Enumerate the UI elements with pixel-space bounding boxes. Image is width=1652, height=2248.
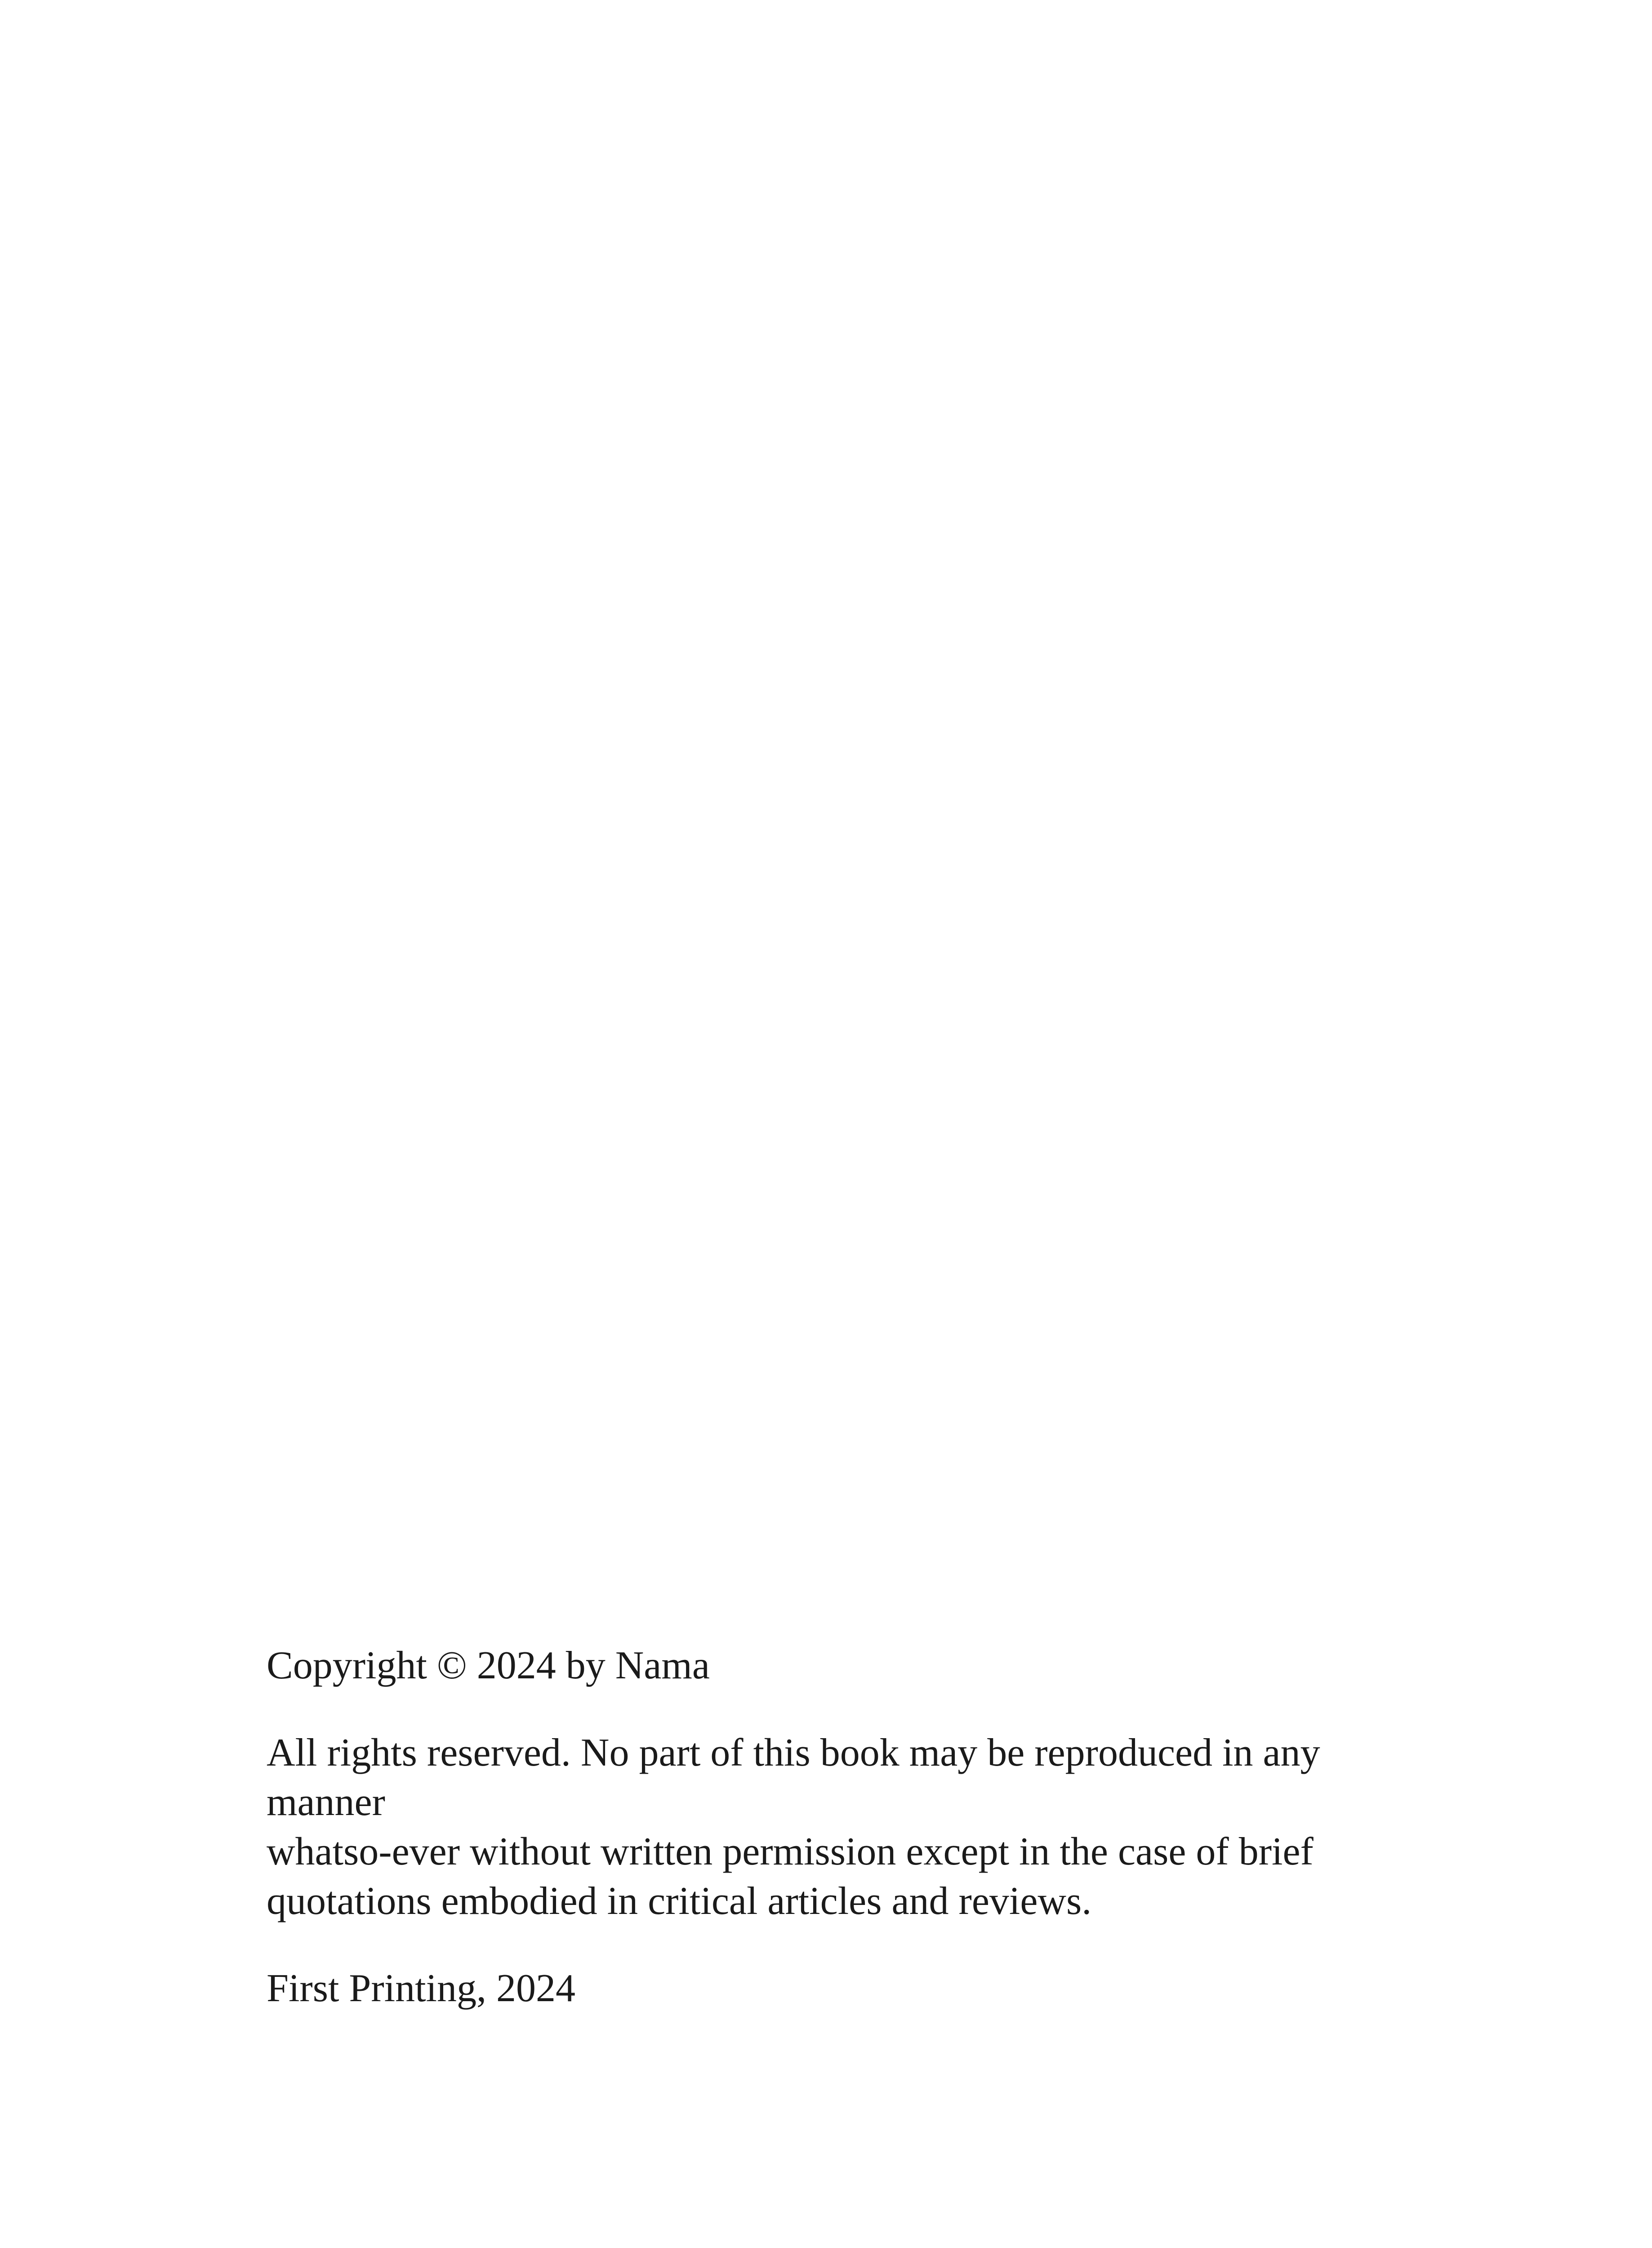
rights-reserved-paragraph [267, 1728, 1399, 1926]
first-printing-line: First Printing, 2024 [267, 1967, 575, 2010]
rights-line: All rights reserved. No part of this book may be reproduced in any [267, 1731, 1320, 1775]
rights-line: manner [267, 1780, 385, 1824]
copyright-notice: Copyright © 2024 by Nama [267, 1644, 710, 1687]
rights-line: whatso-ever without written permission except in the case of brief [267, 1830, 1314, 1873]
rights-line: quotations embodied in critical articles and reviews. [267, 1879, 1092, 1923]
copyright-block [267, 1641, 1399, 2013]
